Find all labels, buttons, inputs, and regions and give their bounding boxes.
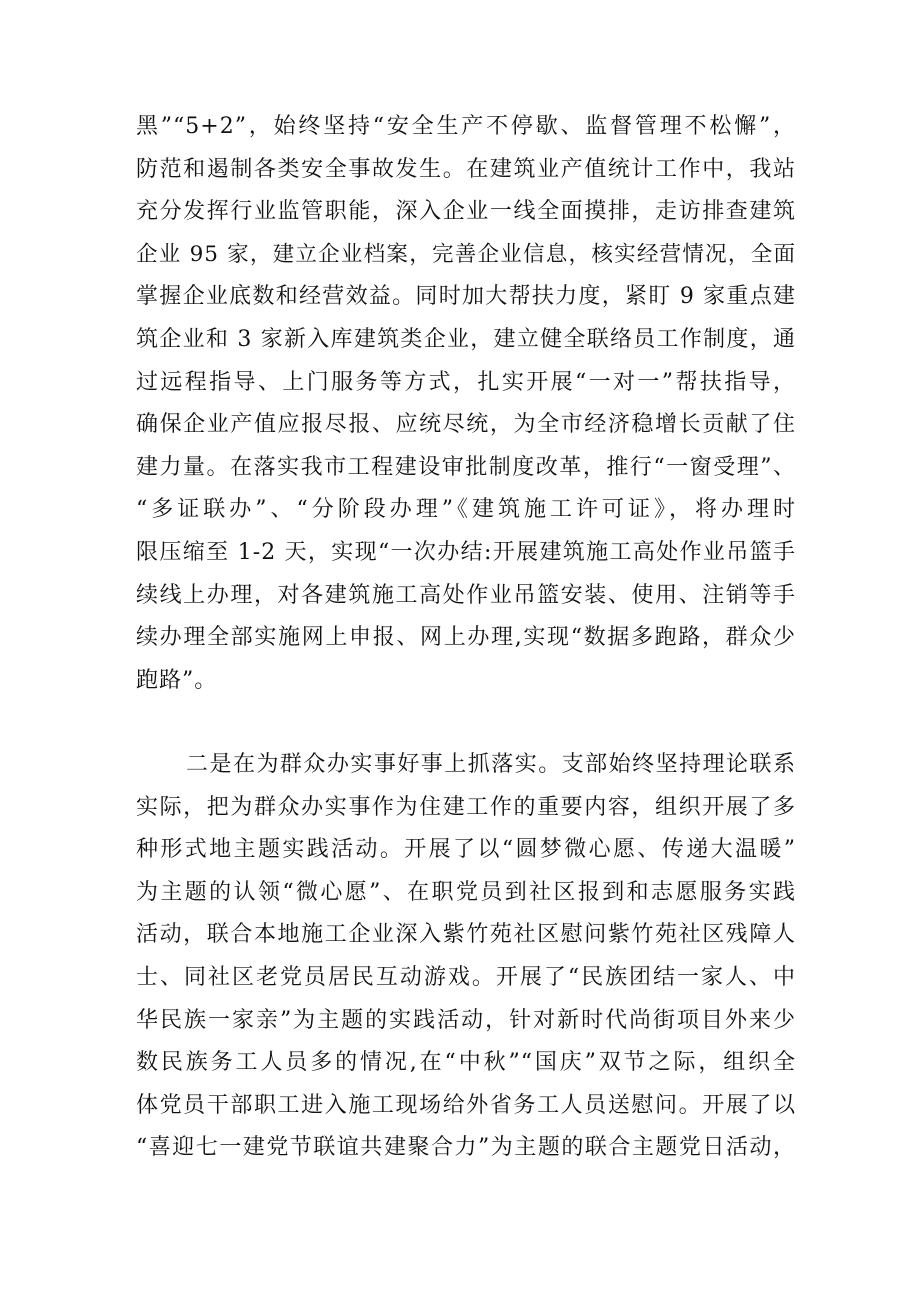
paragraph-line: 充分发挥行业监管职能，深入企业一线全面摸排，走访排查建筑 [136, 199, 796, 225]
paragraph-line: 体党员干部职工进入施工现场给外省务工人员送慰问。开展了以 [136, 1092, 796, 1118]
paragraph-2 [136, 744, 796, 1170]
paragraph-1 [136, 106, 796, 702]
paragraph-line: 防范和遏制各类安全事故发生。在建筑业产值统计工作中，我站 [136, 156, 796, 182]
paragraph-line: 跑路”。 [136, 667, 218, 693]
paragraph-line: 筑企业和 3 家新入库建筑类企业，建立健全联络员工作制度，通 [136, 326, 796, 352]
paragraph-line: 二是在为群众办实事好事上抓落实。支部始终坚持理论联系 [186, 752, 796, 777]
paragraph-line: 黑”“5+2”，始终坚持“安全生产不停歇、监督管理不松懈”， [136, 114, 796, 139]
paragraph-line: “多证联办”、“分阶段办理”《建筑施工许可证》，将办理时 [136, 497, 796, 523]
paragraph-line: 为主题的认领“微心愿”、在职党员到社区报到和志愿服务实践 [136, 879, 796, 905]
paragraph-line: 建力量。在落实我市工程建设审批制度改革，推行“一窗受理”、 [136, 454, 796, 480]
paragraph-line: 续办理全部实施网上申报、网上办理,实现“数据多跑路，群众少 [136, 625, 796, 651]
paragraph-line: 企业 95 家，建立企业档案，完善企业信息，核实经营情况，全面 [136, 241, 796, 267]
paragraph-line: 种形式地主题实践活动。开展了以“圆梦微心愿、传递大温暖” [136, 837, 796, 863]
paragraph-line: 过远程指导、上门服务等方式，扎实开展“一对一”帮扶指导， [136, 369, 796, 395]
paragraph-line: “喜迎七一建党节联谊共建聚合力”为主题的联合主题党日活动， [136, 1135, 796, 1161]
paragraph-line: 数民族务工人员多的情况,在“中秋”“国庆”双节之际，组织全 [136, 1050, 796, 1076]
paragraph-line: 华民族一家亲”为主题的实践活动，针对新时代尚街项目外来少 [136, 1007, 796, 1033]
paragraph-line: 确保企业产值应报尽报、应统尽统，为全市经济稳增长贡献了住 [136, 412, 796, 438]
paragraph-line: 限压缩至 1-2 天，实现“一次办结:开展建筑施工高处作业吊篮手 [136, 539, 796, 565]
paragraph-line: 续线上办理，对各建筑施工高处作业吊篮安装、使用、注销等手 [136, 582, 796, 608]
paragraph-line: 活动，联合本地施工企业深入紫竹苑社区慰问紫竹苑社区残障人 [136, 922, 796, 948]
paragraph-line: 掌握企业底数和经营效益。同时加大帮扶力度，紧盯 9 家重点建 [136, 284, 796, 310]
paragraph-line: 士、同社区老党员居民互动游戏。开展了“民族团结一家人、中 [136, 964, 796, 990]
paragraph-line: 实际，把为群众办实事作为住建工作的重要内容，组织开展了多 [136, 794, 796, 820]
